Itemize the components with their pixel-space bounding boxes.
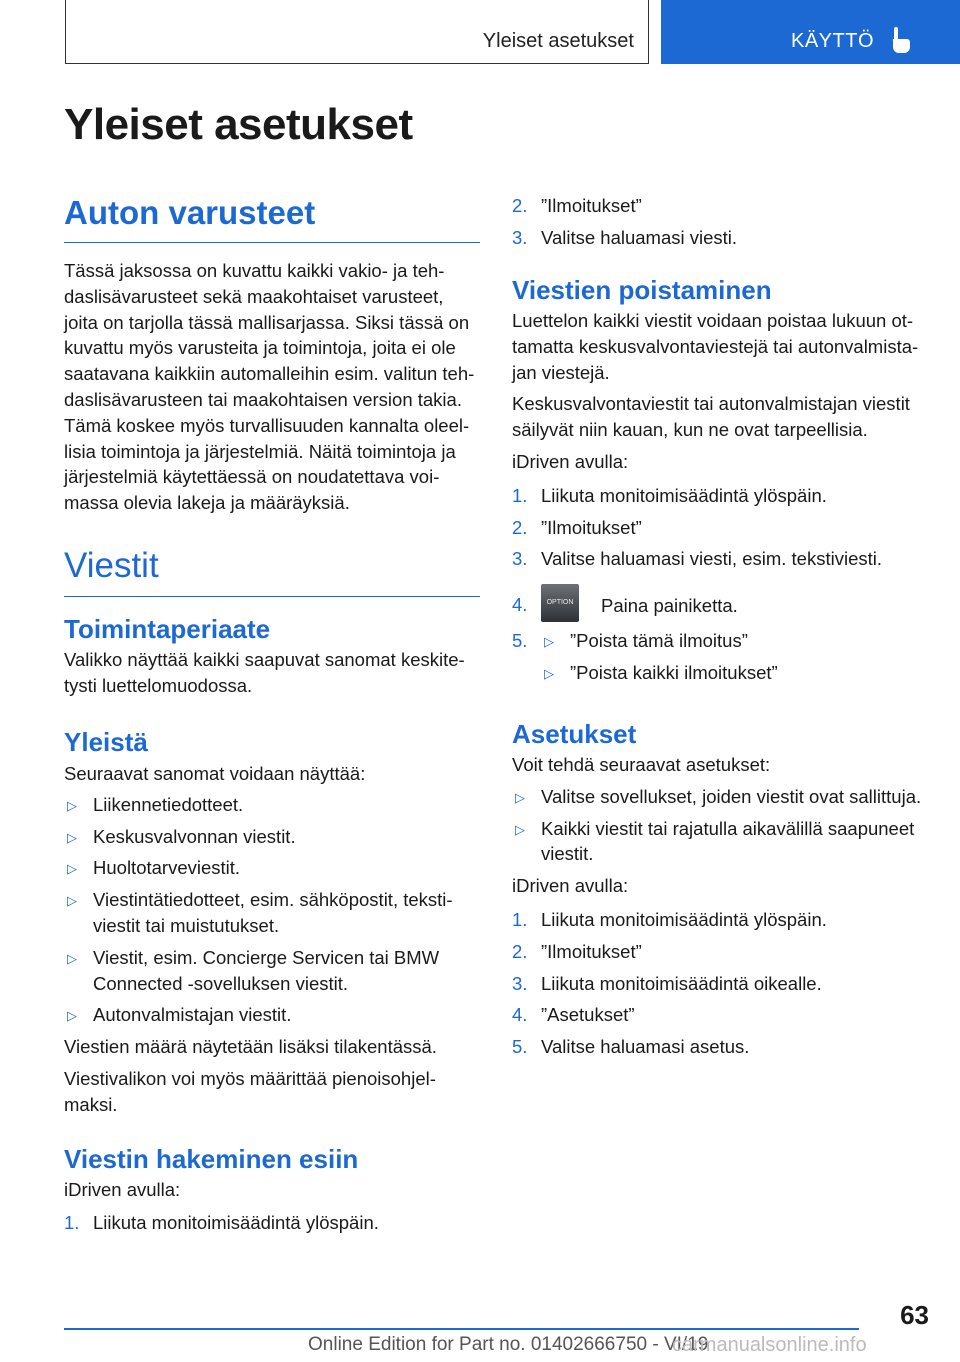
settings-intro: Voit tehdä seuraavat asetukset: [512, 754, 771, 775]
retrieve-steps [64, 1210, 480, 1236]
retrieve-section [64, 1144, 480, 1242]
delete-section [512, 275, 928, 692]
settings-intro-2: iDriven avulla: [512, 875, 629, 897]
triangle-bullet-icon: ▷ [544, 665, 554, 681]
triangle-bullet-icon: ▷ [67, 829, 77, 845]
list-item: ▷ Viestintätiedotteet, esim. sähköpostit, tekstiviestit tai muistutukset. [67, 889, 453, 936]
principle-text: Valikko näyttää kaikki saapuvat sanomat keskitetysti luettelomuodossa. [64, 649, 465, 696]
list-item: ▷ Autonvalmistajan viestit. [64, 1002, 480, 1028]
equipment-section [64, 194, 480, 516]
settings-steps [512, 907, 928, 1060]
triangle-bullet-icon: ▷ [67, 893, 77, 909]
list-item: 4. ”Asetukset” [512, 1004, 635, 1026]
list-item: 2. ”Ilmoitukset” [512, 940, 642, 962]
page-number: 63 [900, 1300, 929, 1330]
list-item: 1. Liikuta monitoimisäädintä ylöspäin. [512, 484, 827, 506]
delete-intro: iDriven avulla: [512, 450, 629, 472]
triangle-bullet-icon: ▷ [515, 789, 525, 805]
retrieve-intro: iDriven avulla: [64, 1179, 181, 1200]
messages-heading: Viestit [64, 546, 480, 597]
list-item: 1. Liikuta monitoimisäädintä ylöspäin. [512, 908, 827, 930]
settings-list [512, 784, 928, 867]
delete-text-2: Keskusvalvontaviestit tai autonvalmistajan viestit säilyvät niin kauan, kun ne ovat tarpeellisia. [512, 393, 910, 441]
principle-heading: Toimintaperiaate [64, 614, 271, 644]
equipment-heading: Auton varusteet [64, 194, 480, 243]
list-item: 3. Liikuta monitoimisäädintä oikealle. [512, 972, 822, 994]
list-item: ▷ Huoltotarveviestit. [64, 855, 480, 881]
triangle-bullet-icon: ▷ [67, 950, 77, 966]
triangle-bullet-icon: ▷ [67, 861, 77, 877]
delete-heading: Viestien poistaminen [512, 275, 772, 305]
messages-section [64, 546, 480, 597]
settings-heading: Asetukset [512, 719, 637, 749]
principle-section [64, 614, 480, 699]
step-number: 1. [64, 1211, 80, 1233]
list-item: 4. OPTION Paina painiketta. [512, 592, 928, 622]
count-text: Viestien määrä näytetään lisäksi tilakentässä. [64, 1036, 437, 1058]
triangle-bullet-icon: ▷ [544, 634, 554, 650]
list-item: ▷ ”Poista tämä ilmoitus” [541, 628, 928, 654]
header-chapter-title: KÄYTTÖ [791, 30, 875, 52]
triangle-bullet-icon: ▷ [515, 821, 525, 837]
footer-divider [64, 1328, 859, 1330]
list-item: ▷ Kaikki viestit tai rajatulla aikavälillä saapuneet viestit. [515, 817, 915, 865]
list-item: 5. Valitse haluamasi asetus. [512, 1036, 750, 1058]
triangle-bullet-icon: ▷ [67, 1008, 77, 1024]
list-item: ▷ Valitse sovellukset, joiden viestit ovat sallittuja. [512, 784, 928, 810]
widget-text: Viestivalikon voi myös määrittää pienoisohjelmaksi. [64, 1067, 436, 1115]
page-title: Yleiset asetukset [64, 100, 413, 149]
list-item: 1. Liikuta monitoimisäädintä ylöspäin. [64, 1210, 480, 1236]
general-list [64, 792, 480, 1028]
retrieve-steps-continued [512, 193, 928, 257]
general-intro: Seuraavat sanomat voidaan näyttää: [64, 763, 366, 784]
list-item: ▷ ”Poista kaikki ilmoitukset” [541, 660, 928, 686]
edition-text: Online Edition for Part no. 01402666750 - VI/19 [308, 1334, 709, 1355]
list-item: ▷ Liikennetiedotteet. [64, 792, 480, 818]
header-section-tab [65, 0, 649, 64]
equipment-text: Tässä jaksossa on kuvattu kaikki vakio- ja tehdaslisävarusteet sekä maakohtaiset varusteet, joita on tarjolla tässä mallisarjassa. Siksi tässä on kuvattu myös varusteita ja toimintoja, joita ei ole saatavana kaikkiin automalleihin esim. valitun tehdaslisävarusteen tai maakohtaisen version takia. Tämä koskee myös turvallisuuden kannalta oleellisia toimintoja ja järjestelmiä. Näitä toimintoja ja järjestelmiä käytettäessä on noudatettava voimassa olevia lakeja ja määräyksiä. [64, 260, 475, 514]
general-heading: Yleistä [64, 727, 148, 757]
list-item: 2. ”Ilmoitukset” [512, 516, 642, 538]
list-item: 3. Valitse haluamasi viesti, esim. tekstiviesti. [512, 548, 882, 570]
delete-text-1: Luettelon kaikki viestit voidaan poistaa lukuun ottamatta keskusvalvontaviestejä tai autonvalmistajan viestejä. [512, 310, 919, 383]
general-section [64, 727, 480, 1118]
list-item: ▷ Keskusvalvonnan viestit. [64, 824, 480, 850]
list-item: ▷ Viestit, esim. Concierge Servicen tai BMW Connected -sovelluksen viestit. [67, 946, 440, 994]
watermark: carmanualsonline.info [672, 1334, 867, 1356]
retrieve-heading: Viestin hakeminen esiin [64, 1144, 359, 1174]
list-item: 2. ”Ilmoitukset” [512, 195, 642, 216]
settings-section [512, 719, 928, 1066]
list-item: 3. Valitse haluamasi viesti. [512, 226, 738, 248]
delete-steps [512, 483, 928, 686]
option-button-icon: OPTION [541, 584, 579, 622]
header-section-title: Yleiset asetukset [482, 30, 634, 52]
triangle-bullet-icon: ▷ [67, 797, 77, 813]
header-chapter-tab [661, 0, 960, 64]
hand-pointer-icon [889, 26, 911, 54]
list-item: 5. ▷ ”Poista tämä ilmoitus” ▷ ”Poista kaikki ilmoitukset” [512, 628, 928, 686]
